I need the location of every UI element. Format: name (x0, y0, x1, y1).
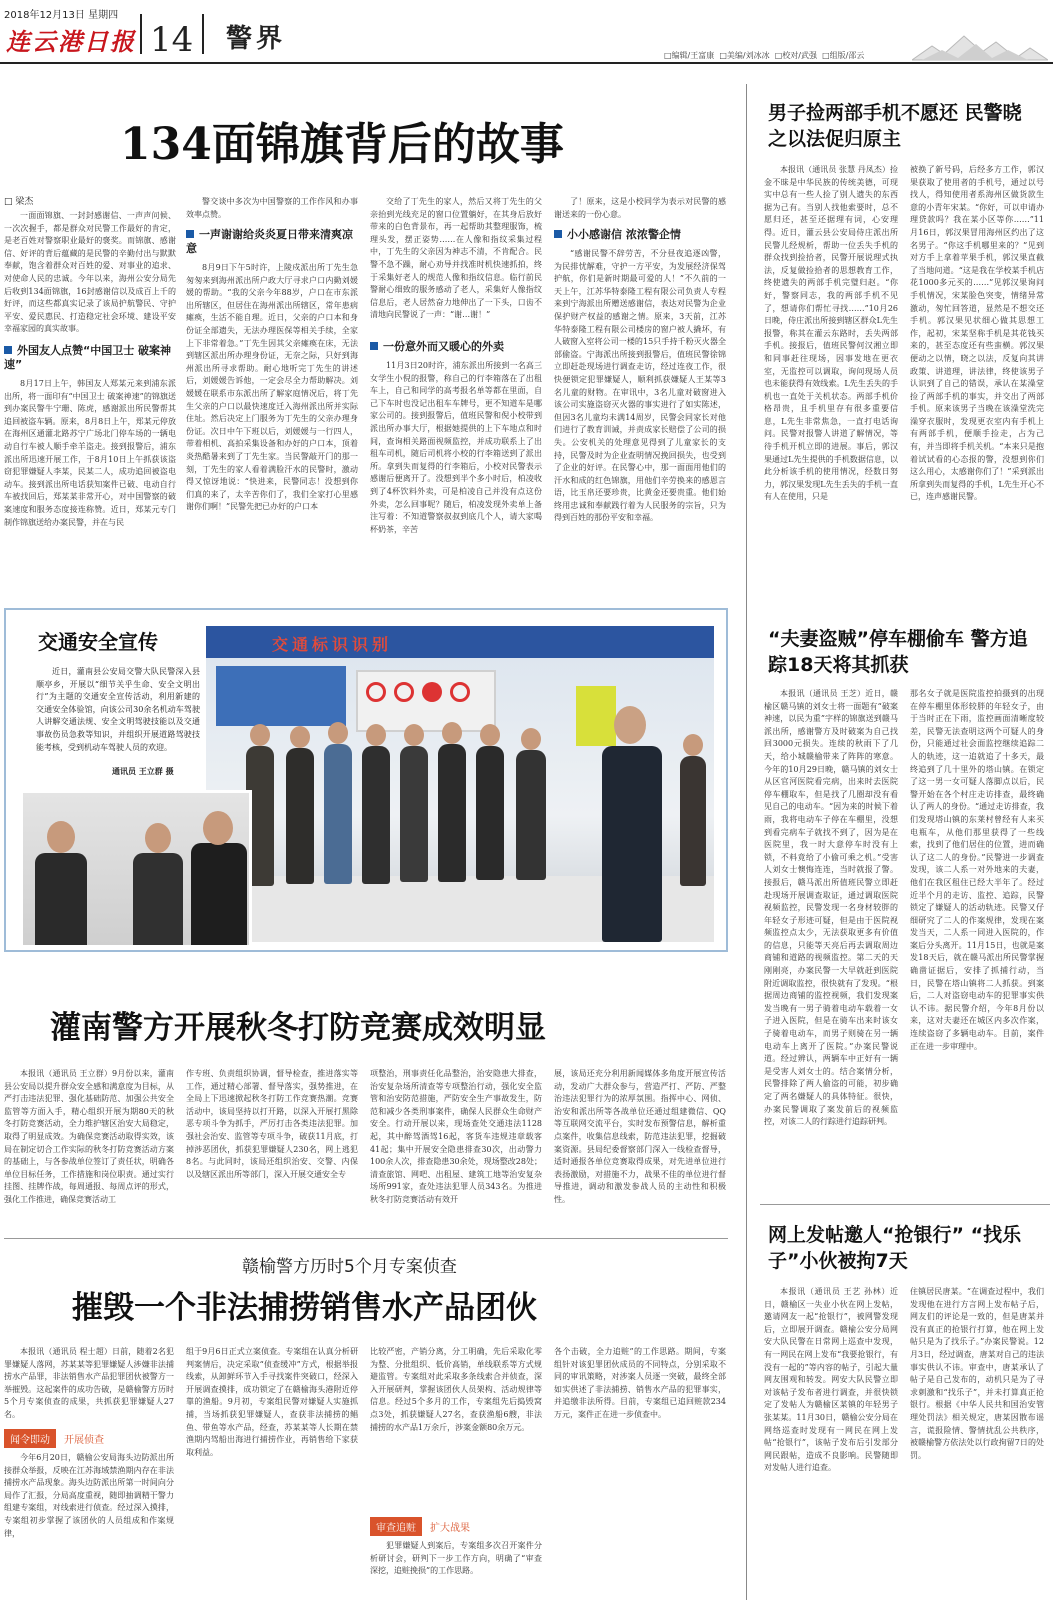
lead-col-1-body: 8月17日上午，韩国友人郑某元来到浦东派出所，将一面印有“中国卫士 破案神速”的锦旗送到办案民警牛宁珊、陈虎，感谢派出所民警帮其追回被盗车辆。原来，8月8日上午，郑某元停放在海州区通灌北路苏宁广场北门停车场的一辆电动自行车被人顺手牵羊盗走。接到报警后，浦东派出所迅速开展工作，于8月10日上午抓获该盗窃犯罪嫌疑人李某，民某二人，成功追回被盗电动车。接到派出所电话获知案件已破、电动自行车被找回后，郑某某非常开心，对中国警察的破案速度和服务态度接连称赞。近日，郑某元专门制作锦旗送给办案民警，并在与民 (4, 379, 176, 527)
person-head (404, 724, 424, 746)
bottom-tag-1: 闻令即动 (4, 1429, 56, 1448)
person-head (145, 823, 171, 853)
lead-subhead-1 (4, 344, 176, 372)
sidebar-divider (746, 84, 747, 1600)
person-figure (680, 756, 706, 886)
feature-box (4, 608, 728, 952)
bottom-col-3 (370, 1346, 542, 1600)
person-figure (362, 746, 390, 884)
side-bottom-col-1: 本报讯（通讯员 王艺 孙林）近日，赣榆区一失业小伙在网上发帖，邀请网友一起“抢银行”，被网警发现后，立即展开调查。赣榆公安分局网安大队民警在日常网上巡查中发现，有一网民在网上发布“我要抢银行，有没有一起的”等内容的帖子，引起大量网友围观和转发。网安大队民警立即对该帖子发布者进行调查，并很快锁定了发帖人为赣榆区某镇的年轻男子张某某。11月30日，赣榆公安分局在网络巡查时发现有一网民在网上发帖“抢银行”，该帖子发布后引发部分网民跟帖，造成不良影响。民警随即对发帖人进行追查。 (764, 1287, 898, 1473)
masthead-divider-left (140, 14, 142, 54)
person-head (480, 724, 500, 746)
side-bottom-headline: 网上发帖邀人“抢银行” “找乐子”小伙被拘7天 (768, 1224, 1022, 1272)
person-head (47, 821, 75, 853)
bottom-tag-3: 审查追赃 (370, 1517, 422, 1536)
bottom-kicker: 赣榆警方历时5个月专案侦查 (242, 1257, 457, 1277)
sign-board-left (216, 666, 346, 726)
subhead-square-icon (370, 342, 378, 350)
page-number: 14 (150, 20, 194, 60)
side-top-col-2: 被换了新号码，后经多方工作，郭汉果获取了使用者的手机号，通过以号找人，得知使用者系海州区做货款生意的小青年宋某。“你好，可以申请办理贷款吗？我在某小区等你……”11月16日，郭汉果冒用海州区约出了这名男子。“你这手机哪里来的？”见到对方手上拿着苹果手机，郭汉果直截了当地问道。“这是我在学校某手机店花1000多元买的……”见郭汉果询问手机情况，宋某脸色突变，情绪异常激动，匆忙回答道，显然是不想交还手机。郭汉果见状细心做其思想工作，起初，宋某坚称手机是其花钱买来的，甚至态度还有些蛮横。郭汉果便动之以情，晓之以法，反复向其讲政策、讲道理，讲法律，终使该男子认识到了自己的错误，承认在某澡堂捡了两部手机的事实，并交出了两部手机。原来该男子当晚在该澡堂洗完澡穿衣服时，发现更衣室内有手机上有两部手机，便顺手捡走，占为己有，并当即将手机关机。“本来只是抱着试试看的心态报的警，没想到你们这么用心，太感谢你们了！”采到派出所拿到失而复得的手机，L先生开心不已，连声感谢民警。 (910, 165, 1044, 502)
bottom-subhead-2 (370, 1516, 542, 1536)
police-officer-figure (602, 746, 662, 942)
person-figure (191, 843, 247, 948)
lead-col-4-intro: 了！原来，这是小校同学为表示对民警的感谢送来的一份心意。 (554, 197, 726, 219)
person-head (366, 724, 386, 746)
credit-proofreader: □校对/武强 (774, 51, 817, 60)
person-head (683, 734, 703, 756)
vest-display (576, 686, 616, 746)
feature-title: 交通安全宣传 (38, 630, 158, 654)
person-figure (133, 853, 183, 948)
lead-col-3 (370, 196, 542, 596)
bottom-col-2: 组于9月6日正式立案侦查。专案组在认真分析研判案情后，决定采取“侦查缓冲”方式，根据举报线索，从卸鲜环节入手寻找案件突破口，经深入开展调查摸排，成功锁定了在赣榆海头港附近停靠的渔船。9月初，专案组民警对嫌疑人实施抓捕，当场抓获犯罪嫌疑人，查获非法捕捞的鲳鱼、带鱼等水产品，经查，苏某某等人长期在禁渔期内驾船出海进行捕捞作业，再销售给下家获取利益。 (186, 1347, 358, 1457)
person-figure (516, 750, 546, 880)
paper-name-logo: 连云港日报 (6, 27, 136, 56)
date-line: 2018年12月13日 星期四 (4, 10, 119, 21)
side-top-col-1: 本报讯（通讯员 张慧 丹凤杰）捡金不昧是中华民族的传统美德，可现实中总有一些人捡了别人遗失的东西据为己有。当别人找他索要时，总不愿归还，甚至还据理有词，心安理得。近日，灌云县公安局侍庄派出所民警儿经规析，帮助一位丢失手机的群众找到捡拾者，民警开展说理式执法，反复做捡拾者的思想教育工作，终使遗失的两部手机完璧归赵。“你好，警察同志，我的两部手机不见了，想请你们帮忙寻找……”10月26日晚，侍庄派出所接到辖区群众L先生报警，称其在灌云东路时，丢失两部手机。接报后，值班民警何汉湘立即和同事赶往现场，因事发地在更衣室，无监控可以调取，询问现场人员也未能获得有效线索。L先生丢失的手机也一直处于关机状态。两部手机价格昂贵，且手机里存有很多重要信息，L先生非常焦急，一直打电话询问。民警对报警人讲道了解情况，等待手机开机立即的进展。事后，郭汉果通过L先生提供的手机数据信息，以此分析该手机的使用情况，经数日努力，郭汉果发现L先生丢失的手机一直有人在使用，只是 (764, 165, 898, 502)
middle-col-1: 本报讯（通讯员 王立群）9月份以来，灌南县公安局以提升群众安全感和满意度为目标，从严打击违法犯罪、强化基础防范、加强公共安全监管等方面入手，精心组织开展为期80天的秋冬打防竞赛活动，全力维护辖区治安大局稳定，取得了明显成效。为确保竞赛活动取得实效，该局在制定切合工作实际的秋冬打防竞赛活动方案的基础上，与各参战单位签订了责任状，明确各单位目标任务，工作措施和岗位职责。通过实行挂图、挂牌作战，每周通报、每周点评的形式，强化工作推进，确保竞赛活动工 (4, 1069, 174, 1204)
side-divider (760, 1204, 1050, 1205)
person-head (290, 726, 310, 748)
person-figure (438, 744, 466, 882)
middle-col-3: 项整治，刑事责任化品整治，治安隐患大排查，治安复杂场所清查等专项整治行动，强化安全监管和治安防范措施，严防安全生产事故发生，防范和减少各类刑事案件，确保人民群众生命财产安全。行动开展以来，现场查处交通违法1128起，其中醉驾酒驾16起，客货车违规违章载客41起；集中开展安全隐患排查30次，出动警力100余人次，排查隐患30余处，现场整改28处；清查旅馆、网吧、出租屋、建筑工地等治安复杂场所991家，查处违法犯罪人员343名。为推进秋冬打防竞赛活动有效开 (370, 1069, 542, 1204)
person-head (521, 728, 541, 750)
person-figure (35, 853, 87, 948)
bottom-col-3-body: 犯罪嫌疑人到案后，专案组多次召开案件分析研讨会，研判下一步工作方向，明确了“审查深挖，追赃挽损”的工作思路。 (370, 1541, 542, 1576)
side-mid-body (764, 688, 1050, 1192)
bottom-col-1-intro: 本报讯（通讯员 程士超）日前，随着2名犯罪嫌疑人落网，苏某某等犯罪嫌疑人涉嫌非法捕捞水产品罪，非法销售水产品犯罪团伙被警方一举摧毁。这起案件的成功告破，是赣榆警方历时5个月专案侦查的成果，共抓获犯罪嫌疑人27名。 (4, 1347, 174, 1419)
person-figure (400, 746, 428, 882)
side-bottom-col-2: 住镇居民唐某。“在调查过程中，我们发现他在进行方言网上发布帖子后，网友们的评论是一致的，但是唐某并没有真正的抢银行打算，他在网上发帖只是为了找乐子。”办案民警说。12月3日，经过调查，唐某对自己的违法事实供认不讳。审查中，唐某承认了帖子是自己发布的，动机只是为了寻求刺激和“找乐子”，并未打算真正抢银行。根据《中华人民共和国治安管理处罚法》相关规定，唐某因散布谣言，谎报险情、警情扰乱公共秩序，被赣榆警方依法处以行政拘留7日的处罚。 (910, 1287, 1044, 1460)
middle-col-4: 展，该局还充分利用新闻媒体多角度开展宣传活动，发动广大群众参与，营造严打、严防、严整治违法犯罪行为的浓厚氛围。指挥中心、网侦、治安和派出所等各战单位还通过组建微信、QQ等互联网交流平台，实时发布预警信息，解析重点案件，收集信息线索，防范违法犯罪，挖掘破案资源。县局纪委督察部门深入一线检查督导，适时通报各单位竞赛取得成果，对先进单位进行表扬激励，对措施不力，战果不佳的单位进行督导推进，调动和激发参战人员的主动性和积极性。 (554, 1069, 726, 1204)
lead-col-2 (186, 196, 358, 596)
lead-subhead-3 (370, 340, 542, 354)
bottom-col-3-intro: 比较严密，产销分离，分工明确，先后采取化零为整、分批组织、低价高销，单线联系等方式规避监管。专案组对此采取多条线索合并侦查，深入开展研判，掌握该团伙人员架构、活动规律等信息。经过5个多月的工作，专案组先后捣毁窝点3处，抓获嫌疑人27名，查获渔船6艘，非法捕捞的水产品1万余斤，涉案金额80余万元。 (370, 1347, 542, 1432)
lead-byline: □ 梁杰 (4, 197, 34, 207)
photo-banner-text: 交通标识识别 (272, 635, 393, 654)
lead-col-4-body: “感谢民警不辞劳苦，不分昼夜追逐凶警，为民排忧解难，守护一方平安，为发展经济保驾护航，你们是新时期最可爱的人！”不久前的一天上午，江苏华特泰隆工程有限公司负责人专程来到宁海派出所赠送感谢信，表达对民警为企业保护财产权益的感谢之情。原来，3天前，江苏华特泰隆工程有限公司楼房的窗户被人撬坏，有人破窗入室将公司一楼的15只手持千粉灭火器全部偷盗。宁海派出所接到报警后，值班民警徐锦立即赶赴现场进行调查走访，经过连夜工作，很快便锁定犯罪嫌疑人，顺利抓获嫌疑人王某等3名儿童的财物。在审讯中，3名儿童对破窗进入该公司实施盗窃灭火器的事实进行了如实陈述，但因3名儿童均未满14周岁，民警会同家长对他们进行了教育训诫，并责成家长赔偿了公司的损失。公安机关的处理意见得到了儿童家长的支持，民警及时为企业查明情况挽回损失，也受到了企业的好评。在民警心中，那一面面用他们的汗水和成的红色锦旗，用他们辛劳换来的感恩言语，比玉帛还要珍贵，比黄金还要贵重。他们始终用忠诚和奉献践行着为人民服务的宗旨，只为得到百姓的那份平安和幸福。 (554, 249, 726, 523)
bottom-col-4: 各个击破，全力追赃”的工作思路。期间，专案组针对该犯罪团伙成员的不同特点，分别采取不同的审讯策略，对涉案人员逐一突破，最终全部如实供述了非法捕捞、销售水产品的犯罪事实，并追缴非法所得。目前，专案组已追回赃款234万元，案件正在进一步侦查中。 (554, 1347, 726, 1419)
lead-col-1-intro: 一面面锦旗、一封封感谢信、一声声问候、一次次握手，都是群众对民警工作最好的肯定，是老百姓对警察职业最好的褒奖。而锦旗、感谢信、好评的背后蕴藏的是民警的辛勤付出与默默奉献，饱含着群众对百姓的爱、对事业的追求、对使命人民的忠诚。今年以来，海州公安分局先后收到134面锦旗，16封感谢信以及成百上千的好评，而这些都真实记录了该局护航警民、守护平安、爱民惠民、打造稳定社会环境、建设平安幸福家园的真实故事。 (4, 211, 176, 334)
subhead-square-icon (554, 230, 562, 238)
credits (664, 50, 864, 61)
lead-subhead-2 (186, 228, 358, 256)
bottom-tag-3b: 扩大战果 (430, 1523, 470, 1534)
bottom-headline: 摧毁一个非法捕捞销售水产品团伙 (72, 1290, 537, 1326)
side-mid-col-1: 本报讯（通讯员 王芝）近日，赣榆区赣马镇的刘女士将一面题有“破案神速，以民为重”字样的锦旗送到赣马派出所，感谢警方及时破案为自己找回3000元损失。连续的秋雨下了几天，给小城赣榆带来了阵阵的寒意。今年的10月29日晚，赣马镇的刘女士从区官河医院看完病，出来时去医院停车棚取车，但是找了几圈却没有看见自己的电动车。“因为来的时候下着雨，我将电动车子停在车棚里，没想到看完病车子就找不到了，因为是在医院里，我一时大意停车时没有上锁，不料竟给了小偷可乘之机。”受害人刘女士懊悔连连，当时就报了警。接报后，赣马派出所值班民警立即赶赴现场开展调查取证，通过调取医院视频监控，民警发现一名身材较胖的年轻女子形迹可疑，但是由于医院视频监控点太少，无法获取更多有价值的信息，只能等天亮后再去调取周边商铺和道路的视频监控。第二天的天刚刚亮，办案民警一大早就赶到医院附近调取监控，很快就有了发现。“根据周边商铺的监控视频，我们发现案发当晚有一男子骑着电动车载着一女子进入医院，但是在骑车出来时该女子骑着电动车，而男子则骑在另一辆电动车上离开了医院。”办案民警说道。经过辨认，两辆车中正好有一辆是受害人刘女士的。结合案情分析，民警排除了两人偷盗的可能，初步确定了两名嫌疑人的具体特征。很快，办案民警调取了案发前后的视频监控，对该二人的行踪进行追踪研判。 (764, 689, 898, 1127)
person-head (328, 722, 348, 744)
credit-layout: □组版/邵云 (822, 51, 865, 60)
side-bottom-body (764, 1286, 1050, 1598)
section-divider (4, 1238, 728, 1239)
lead-subhead-2-text: 一声谢谢给炎炎夏日带来清爽凉意 (186, 228, 353, 255)
credit-designer: □美编/刘冰冰 (719, 51, 770, 60)
side-mid-headline: “夫妻盗贼”停车棚偷车 警方追踪18天将其抓获 (768, 628, 1028, 676)
subhead-square-icon (186, 230, 194, 238)
bottom-tag-1b: 开展侦查 (64, 1435, 104, 1446)
bottom-col-1-body: 今年6月20日，赣榆公安局海头边防派出所接群众举报，反映在江苏海域禁渔期内存在非法捕捞水产品现象。海头边防派出所第一时间向分局作了汇报，分局高度重视，随即抽调精干警力组建专案组，对线索进行侦查。经过深入摸排，专案组初步掌握了该团伙的人员组成和作案规律， (4, 1453, 174, 1538)
feature-text: 近日，灌南县公安局交警大队民警深入县顺亭乡，开展以“细节关乎生命、安全文明出行”为主题的交通安全宣传活动，利用新建的交通安全体验馆，向该公司30余名机动车驾驶人讲解交通法规、安全文明驾驶技能以及交通事故伤员急救等知识，并组织开展道路驾驶技能考核，受到机动车驾驶人员的欢迎。 (36, 667, 200, 752)
lead-col-4 (554, 196, 726, 596)
feature-main-photo (206, 626, 714, 942)
credit-editor: □编辑/王富康 (664, 51, 715, 60)
bottom-subhead-1 (4, 1428, 174, 1448)
feature-credit: 通讯员 王立群 摄 (112, 767, 174, 776)
subhead-square-icon (4, 346, 12, 354)
person-figure (324, 744, 352, 884)
person-head (203, 811, 233, 845)
masthead-bottom-rule (0, 62, 1053, 64)
lead-col-2-intro: 警交谈中多次为中国警察的工作作风和办事效率点赞。 (186, 197, 358, 219)
middle-col-2: 作专班、负责组织协调，督导检查，推进落实等工作，通过精心部署、督导落实，强势推进，在全局上下迅速掀起秋冬打防工作竞赛热潮。竞赛活动中，该局坚持以打开路，以深入开展打黑除恶专项斗争为抓手，严厉打击各类违法犯罪。加强社会治安、监管等专项斗争，破获11月底，打掉涉恶团伙，抓获犯罪嫌疑人230名，网上逃犯8名。与此同时，该局还组织治安、交警、内保以及辖区派出所等部门，深入开展交通安全专 (186, 1069, 358, 1179)
side-mid-col-2: 那名女子就是医院监控拍摄到的出现在停车棚里体形较胖的年轻女子，由于当时正在下雨，监控画面清晰度较差，民警无法查明这两个可疑人的身份，只能通过社会面监控继续追踪二人的轨迹，这一追就追了十多天，最终追到了几十里外的塔山镇。在锁定了这一男一女可疑人落脚点以后，民警开始在各个村庄走访排查，最终确认了两人的身份。“通过走访排查，我们发现塔山镇的东莱村曾经有人来买电瓶车，从他们那里获得了一些线索，找到了他们居住的位置，进而确认了这二人的身份。”民警进一步调查发现，该二人系一对外地来的夫妻，他们在我区租住已经大半年了。经过近半个月的走访、监控、追踪，民警锁定了嫌疑人的活动轨迹。民警又仔细研究了二人的作案规律，发现在案发当天，二人系一同进入医院的，作案后分头离开。11月15日，也就是案发18天后，就在赣马派出所民警掌握确凿证据后，安排了抓捕行动，当日，民警在塔山镇将二人抓获。到案后，二人对盗窃电动车的犯罪事实供认不讳。据民警介绍，今年8月份以来，这对夫妻还在城区内多次作案，连续盗窃了多辆电动车。目前，案件正在进一步审理中。 (910, 689, 1044, 1051)
lead-subhead-1-text: 外国友人点赞“中国卫士 破案神速” (4, 344, 172, 371)
person-head (442, 722, 462, 744)
masthead (0, 0, 1053, 62)
bottom-col-1 (4, 1346, 174, 1600)
side-top-headline: 男子捡两部手机不愿还 民警晓之以法促归原主 (768, 102, 1022, 150)
sign-icon (394, 682, 414, 702)
sign-icon (422, 682, 442, 702)
lead-subhead-4 (554, 228, 726, 242)
sign-icon (450, 682, 470, 702)
lead-subhead-4-text: 小小感谢信 浓浓警企情 (567, 228, 681, 241)
police-officer-head (614, 706, 646, 744)
lead-subhead-3-text: 一份意外而又暖心的外卖 (383, 340, 504, 353)
side-top-body (764, 164, 1050, 594)
middle-headline: 灌南警方开展秋冬打防竞赛成效明显 (50, 1010, 546, 1046)
sign-icon (366, 682, 386, 702)
lead-col-1 (4, 210, 176, 596)
lead-col-2-body: 8月9日下午5时许，上陵戍派出所丁先生急匆匆来到海州派出所户政大厅寻求户口内勤刘媛媛的帮助。“我的父亲今年88岁，户口在市东派出所辖区，但居住在海州派出所辖区，常年患病瘫痪，生活不能自理。近日，父亲的户口本和身份证全部遗失，无法办理医保等相关手续，全家上下非常着急。”丁先生因其父亲瘫痪在床，无法到辖区派出所办理身份证，无奈之际，只好到海州派出所寻求帮助。耐心地听完丁先生的讲述后，刘媛媛告诉他，一定会尽全力帮助解决。刘媛媛在联系市东派出所了解家庭情况后，将丁先生父亲的户口以最快速度迁入海州派出所并实际住址。然后决定上门服务为丁先生的父亲办理身份证。次日中午下班以后，刘媛媛与一行四人，带着相机、高拍采集设备和办好的户口本，顶着炎热酷暑来到了丁先生家。当民警敲开门的那一刻，丁先生的家人看着满脸汗水的民警时，激动得又惊讶地说：“快进来，民警同志！没想到你们真的来了，太辛苦你们了，我们全家打心里感谢你们啊！”民警先把已办好的户口本 (186, 263, 358, 512)
feature-inset-photo (20, 790, 252, 948)
lead-col-3-body: 11月3日20时许，浦东派出所接到一名高三女学生小倪的报警，称自己的行李箱落在了出租车上，自己和同学的高考报名单等都在里面，自己下车时也没记出租车车牌号，更不知道车是哪家公司的。接到报警后，值班民警和倪小校带到派出所办事大厅，根据她提供的上下车地点和时间，查询相关路面视频监控，并成功联系上了出租车司机，随后司机将小校的行李箱送到了派出所。拿到失而复得的行李箱后，小校对民警表示感谢后便离开了。没想到半个多小时后，柏凌收到了4杯饮料外卖，可是柏凌自己并没有点这份外卖，怎么回事呢？随后，柏凌发现外卖单上备注写着：不知道警察叔叔到底几个人，请大家喝杯奶茶，辛苦 (370, 361, 542, 534)
person-figure (476, 746, 504, 880)
masthead-divider-right (202, 14, 204, 54)
lead-headline: 134面锦旗背后的故事 (120, 119, 564, 170)
lead-col-3-intro: 交给了丁先生的家人，然后又将丁先生的父亲抬到光线充足的窗口位置躺好，在其身后放好带来的白色背景布，再一起帮助其整理服饰，梳理头发，摆正姿势……在人像和指纹采集过程中，丁先生的父亲因为神志不清，不肯配合。民警不急不躁，耐心劝导并找准时机快速抓拍，终于采集好老人的规范人像和指纹信息。临行前民警耐心细致的服务感动了老人，采集好人像指纹信息后，老人居然奋力地伸出了一下头，口齿不清地向民警说了一声：“谢…谢！” (370, 197, 542, 320)
person-figure (286, 748, 314, 884)
section-title: 警界 (226, 24, 287, 54)
mountain-decoration-icon (912, 28, 1048, 62)
person-head (250, 724, 270, 746)
